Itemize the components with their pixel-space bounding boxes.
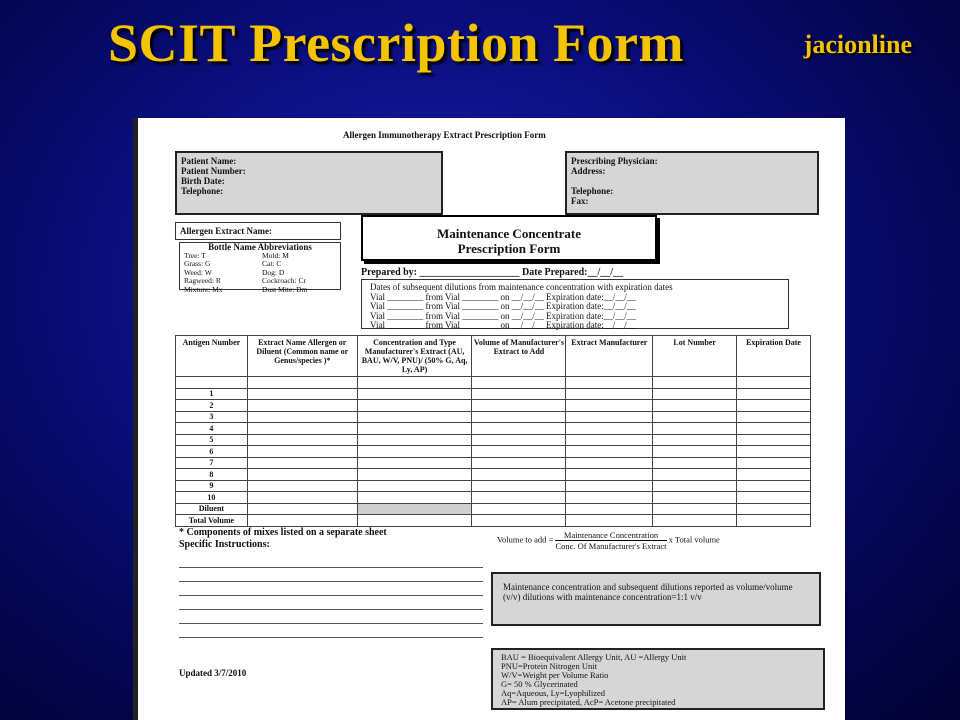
table-cell bbox=[566, 423, 653, 435]
header-manufacturer: Extract Manufacturer bbox=[566, 336, 653, 377]
table-cell bbox=[357, 377, 472, 389]
table-row bbox=[176, 377, 811, 389]
table-cell bbox=[566, 446, 653, 458]
dilution-line: Vial ________ from Vial ________ on __/__/__ Expiration date:__/__/__ bbox=[370, 310, 636, 321]
table-cell bbox=[247, 377, 357, 389]
header-antigen-number: Antigen Number bbox=[176, 336, 248, 377]
dilutions-box bbox=[361, 279, 789, 329]
table-cell bbox=[566, 411, 653, 423]
table-cell bbox=[357, 492, 472, 504]
prepared-by-line: Prepared by: ____________________ Date Prepared:__/__/__ bbox=[361, 267, 624, 278]
allergen-extract-name-field: Allergen Extract Name: bbox=[175, 222, 341, 240]
formula-denominator: Conc. Of Manufacturer's Extract bbox=[555, 541, 667, 551]
abbrev-mold: Mold: M bbox=[262, 250, 289, 260]
table-cell bbox=[472, 446, 566, 458]
row-label: 6 bbox=[176, 446, 248, 458]
header-volume: Volume of Manufacturer's Extract to Add bbox=[472, 336, 566, 377]
table-row bbox=[176, 457, 811, 469]
table-cell bbox=[737, 446, 811, 458]
table-cell bbox=[737, 423, 811, 435]
table-cell bbox=[566, 492, 653, 504]
maintenance-note-box: Maintenance concentration and subsequent dilutions reported as volume/volume (v/v) dilutions with maintenance concentration=1:1 v/v bbox=[491, 572, 821, 626]
table-cell bbox=[357, 469, 472, 481]
row-label: 9 bbox=[176, 480, 248, 492]
table-cell bbox=[566, 434, 653, 446]
table-cell bbox=[566, 480, 653, 492]
header-extract-name: Extract Name Allergen or Diluent (Common name or Genus/species )* bbox=[247, 336, 357, 377]
table-cell bbox=[472, 411, 566, 423]
specific-instructions-label: Specific Instructions: bbox=[179, 539, 270, 550]
table-row bbox=[176, 492, 811, 504]
table-cell bbox=[566, 377, 653, 389]
table-cell bbox=[737, 377, 811, 389]
legend-line: PNU=Protein Nitrogen Unit bbox=[501, 661, 597, 671]
physician-telephone-label: Telephone: bbox=[571, 186, 614, 196]
physician-label: Prescribing Physician: bbox=[571, 156, 658, 166]
birth-date-label: Birth Date: bbox=[181, 176, 225, 186]
table-cell bbox=[653, 411, 737, 423]
form-title-line2: Prescription Form bbox=[457, 241, 561, 256]
patient-telephone-label: Telephone: bbox=[181, 186, 224, 196]
table-cell bbox=[357, 503, 472, 515]
table-cell bbox=[472, 400, 566, 412]
legend-line: Aq=Aqueous, Ly=Lyophilized bbox=[501, 688, 606, 698]
instruction-line bbox=[179, 568, 483, 582]
table-cell bbox=[566, 388, 653, 400]
legend-line: AP= Alum precipitated, AcP= Acetone precipitated bbox=[501, 697, 676, 707]
row-label: 10 bbox=[176, 492, 248, 504]
header-lot-number: Lot Number bbox=[653, 336, 737, 377]
table-cell bbox=[566, 503, 653, 515]
antigen-table bbox=[175, 335, 811, 527]
table-cell bbox=[653, 457, 737, 469]
legend-line: W/V=Weight per Volume Ratio bbox=[501, 670, 609, 680]
table-cell bbox=[472, 377, 566, 389]
row-label: 2 bbox=[176, 400, 248, 412]
legend-line: BAU = Bioequivalent Allergy Unit, AU =Allergy Unit bbox=[501, 652, 687, 662]
row-label: 1 bbox=[176, 388, 248, 400]
table-cell bbox=[737, 434, 811, 446]
table-cell bbox=[737, 492, 811, 504]
table-cell bbox=[737, 457, 811, 469]
instruction-lines bbox=[179, 554, 483, 638]
table-cell bbox=[247, 400, 357, 412]
table-row bbox=[176, 411, 811, 423]
formula-suffix: x Total volume bbox=[668, 534, 720, 545]
row-label: 3 bbox=[176, 411, 248, 423]
row-label: 7 bbox=[176, 457, 248, 469]
mixes-note: * Components of mixes listed on a separate sheet bbox=[179, 527, 387, 538]
brand-label: jacionline bbox=[803, 30, 912, 59]
table-cell bbox=[653, 515, 737, 527]
abbrev-weed: Weed: W bbox=[184, 267, 212, 277]
table-cell bbox=[247, 388, 357, 400]
table-cell bbox=[247, 492, 357, 504]
table-cell bbox=[247, 469, 357, 481]
dilutions-title: Dates of subsequent dilutions from maintenance concentration with expiration dates bbox=[370, 282, 673, 292]
instruction-line bbox=[179, 582, 483, 596]
dilution-lines bbox=[370, 293, 780, 331]
table-cell bbox=[472, 469, 566, 481]
row-label: Total Volume bbox=[176, 515, 248, 527]
header-concentration: Concentration and Type Manufacturer's Extract (AU, BAU, W/V, PNU)/ (50% G, Aq, Ly, AP) bbox=[357, 336, 472, 377]
table-cell bbox=[247, 503, 357, 515]
table-cell bbox=[653, 492, 737, 504]
table-cell bbox=[357, 388, 472, 400]
table-cell bbox=[737, 411, 811, 423]
table-cell bbox=[566, 469, 653, 481]
abbrev-mixture: Mixture: Mx bbox=[184, 284, 223, 294]
row-label: Diluent bbox=[176, 503, 248, 515]
table-cell bbox=[247, 434, 357, 446]
table-cell bbox=[737, 469, 811, 481]
table-cell bbox=[653, 434, 737, 446]
table-cell bbox=[737, 515, 811, 527]
formula-prefix: Volume to add = bbox=[497, 534, 554, 545]
header-expiration-date: Expiration Date bbox=[737, 336, 811, 377]
table-cell bbox=[247, 411, 357, 423]
table-cell bbox=[472, 434, 566, 446]
abbrev-cockroach: Cockroach: Cr bbox=[262, 276, 306, 285]
abbrev-dog: Dog: D bbox=[262, 267, 285, 277]
abbreviation-legend-box bbox=[491, 648, 825, 710]
table-row bbox=[176, 388, 811, 400]
table-cell bbox=[737, 480, 811, 492]
instruction-line bbox=[179, 554, 483, 568]
row-label bbox=[176, 377, 248, 389]
prescription-document bbox=[133, 118, 845, 720]
table-cell bbox=[737, 503, 811, 515]
table-cell bbox=[357, 457, 472, 469]
updated-date: Updated 3/7/2010 bbox=[179, 668, 247, 678]
table-cell bbox=[472, 480, 566, 492]
table-cell bbox=[247, 457, 357, 469]
document-heading: Allergen Immunotherapy Extract Prescription Form bbox=[343, 130, 546, 140]
abbrev-dust-mite: Dust Mite: Dm bbox=[262, 284, 308, 294]
table-cell bbox=[653, 469, 737, 481]
table-cell bbox=[737, 400, 811, 412]
table-cell bbox=[566, 515, 653, 527]
formula-fraction bbox=[555, 530, 666, 551]
row-label: 5 bbox=[176, 434, 248, 446]
table-cell bbox=[653, 446, 737, 458]
row-label: 8 bbox=[176, 469, 248, 481]
table-cell bbox=[653, 400, 737, 412]
patient-name-label: Patient Name: bbox=[181, 156, 237, 166]
table-cell bbox=[472, 492, 566, 504]
formula-numerator: Maintenance Concentration bbox=[555, 530, 666, 541]
patient-info-box bbox=[175, 151, 443, 215]
table-cell bbox=[357, 446, 472, 458]
table-cell bbox=[653, 423, 737, 435]
table-cell bbox=[357, 423, 472, 435]
table-cell bbox=[472, 515, 566, 527]
dilution-line: Vial ________ from Vial ________ on __/__/__ Expiration date:__/__/__ bbox=[370, 320, 636, 330]
abbrev-tree: Tree: T bbox=[184, 250, 206, 260]
table-cell bbox=[357, 400, 472, 412]
table-cell bbox=[472, 388, 566, 400]
table-cell bbox=[357, 480, 472, 492]
row-label: 4 bbox=[176, 423, 248, 435]
table-cell bbox=[653, 388, 737, 400]
table-row bbox=[176, 503, 811, 515]
table-cell bbox=[357, 434, 472, 446]
patient-number-label: Patient Number: bbox=[181, 166, 246, 176]
slide-title: SCIT Prescription Form bbox=[108, 13, 684, 73]
instruction-line bbox=[179, 624, 483, 638]
abbrev-ragweed: Ragweed: R bbox=[184, 276, 221, 285]
dilution-line: Vial ________ from Vial ________ on __/__/__ Expiration date:__/__/__ bbox=[370, 301, 636, 311]
table-cell bbox=[737, 388, 811, 400]
address-spacer bbox=[571, 176, 813, 186]
table-cell bbox=[653, 480, 737, 492]
fax-label: Fax: bbox=[571, 196, 589, 206]
dilution-line: Vial ________ from Vial ________ on __/__/__ Expiration date:__/__/__ bbox=[370, 291, 636, 302]
abbreviations-box bbox=[179, 242, 341, 294]
table-cell bbox=[247, 515, 357, 527]
table-cell bbox=[247, 423, 357, 435]
abbreviations-title: Bottle Name Abbreviations bbox=[208, 242, 312, 252]
table-row bbox=[176, 480, 811, 492]
table-cell bbox=[357, 515, 472, 527]
abbrev-grass: Grass: G bbox=[184, 259, 211, 268]
table-cell bbox=[357, 411, 472, 423]
physician-info-box bbox=[565, 151, 819, 215]
table-cell bbox=[653, 377, 737, 389]
table-cell bbox=[472, 423, 566, 435]
address-label: Address: bbox=[571, 166, 606, 176]
document-edge bbox=[133, 118, 138, 720]
form-title-line1: Maintenance Concentrate bbox=[436, 226, 582, 241]
table-cell bbox=[653, 503, 737, 515]
table-cell bbox=[566, 457, 653, 469]
table-row bbox=[176, 469, 811, 481]
table-row bbox=[176, 446, 811, 458]
table-cell bbox=[472, 457, 566, 469]
legend-line: G= 50 % Glycerinated bbox=[501, 679, 578, 689]
form-title-box bbox=[361, 215, 657, 261]
volume-formula bbox=[497, 530, 720, 551]
abbrev-cat: Cat: C bbox=[262, 259, 282, 268]
table-cell bbox=[472, 503, 566, 515]
table-row bbox=[176, 515, 811, 527]
table-header-row bbox=[176, 336, 811, 377]
table-row bbox=[176, 400, 811, 412]
instruction-line bbox=[179, 596, 483, 610]
table-cell bbox=[566, 400, 653, 412]
instruction-line bbox=[179, 610, 483, 624]
table-cell bbox=[247, 480, 357, 492]
table-row bbox=[176, 423, 811, 435]
table-cell bbox=[247, 446, 357, 458]
table-row bbox=[176, 434, 811, 446]
